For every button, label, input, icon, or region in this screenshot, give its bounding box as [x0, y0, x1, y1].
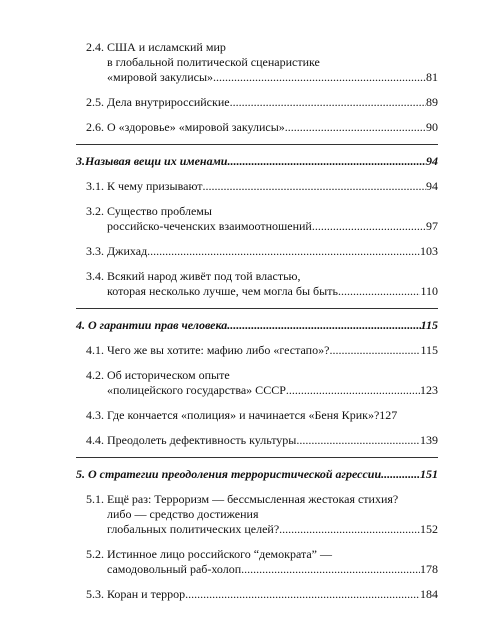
dot-leader: [279, 522, 420, 537]
toc-section: [86, 408, 438, 423]
toc-entry-title: «полицейского государства» СССР: [107, 383, 286, 397]
toc-section-number: 4.2.: [86, 368, 104, 382]
toc-entry-line: [76, 467, 438, 482]
toc-section: [86, 244, 438, 259]
toc-entry-title: Коран и террор: [107, 587, 186, 601]
toc-section: [86, 368, 438, 398]
toc-section: [86, 120, 438, 135]
toc-section: [86, 95, 438, 110]
toc-page-number: 184: [420, 587, 438, 601]
toc-entry-line: [107, 522, 438, 537]
toc-entry-title: Дела внутрироссийские: [107, 95, 230, 109]
toc-section-number: 5.2.: [86, 547, 104, 561]
toc-entry-title: Где кончается «полиция» и начинается «Беня Крик»?: [107, 408, 380, 422]
toc-page-number: 123: [420, 383, 438, 397]
toc-entry-title: 5. О стратегии преодоления террористической агрессии: [76, 467, 382, 481]
toc-entry-title: 4. О гарантии прав человека: [76, 318, 228, 332]
toc-section: [86, 547, 438, 577]
toc-section-number: 2.5.: [86, 95, 104, 109]
toc-entry-title: самодовольный раб-холоп: [107, 562, 242, 576]
toc-entry-title: Чего же вы хотите: мафию либо «гестапо»?: [107, 343, 330, 357]
toc-section: [86, 433, 438, 448]
toc-entry-title: Об историческом опыте: [107, 368, 230, 382]
toc-chapter: [76, 467, 438, 482]
toc-chapter: [76, 318, 438, 333]
toc-section-number: 5.3.: [86, 587, 104, 601]
toc-entry-line: [107, 343, 438, 358]
dot-leader: [241, 562, 420, 577]
toc-entry-title: 3.Называя вещи их именами: [76, 154, 228, 168]
toc-page-number: 89: [426, 95, 438, 109]
dot-leader: [338, 284, 421, 299]
toc-section: [86, 587, 438, 602]
toc-entry-line: [107, 70, 438, 85]
toc-chapter: [76, 154, 438, 169]
dot-leader: [286, 383, 420, 398]
dot-leader: [230, 95, 426, 110]
toc-page-number: 115: [420, 343, 438, 357]
toc-section-number: 3.1.: [86, 179, 104, 193]
toc-entry-line: [76, 154, 438, 169]
toc-entry-title: российско-чеченских взаимоотношений: [107, 219, 312, 233]
toc-section: [86, 40, 438, 85]
toc-entry-title: К чему призывают: [107, 179, 203, 193]
toc-entry-line: [107, 408, 438, 423]
toc-section-number: 5.1.: [86, 492, 104, 506]
toc-section: [86, 204, 438, 234]
dot-leader: [185, 587, 420, 602]
toc-entry-title: Существо проблемы: [107, 204, 212, 218]
toc-section-number: 4.3.: [86, 408, 104, 422]
toc-entry-line: [107, 433, 438, 448]
dot-leader: [203, 179, 427, 194]
toc-page-number: 103: [420, 244, 438, 258]
toc-page-number: 127: [379, 408, 398, 422]
toc-section-number: 3.4.: [86, 269, 104, 283]
dot-leader: [312, 219, 426, 234]
toc-entry-line: [107, 284, 438, 299]
toc-page-number: 90: [426, 120, 438, 134]
toc-page-number: 178: [420, 562, 438, 576]
toc-entry-line: [107, 383, 438, 398]
toc-section: [86, 269, 438, 299]
dot-leader: [213, 70, 426, 85]
toc-page-number: 94: [426, 154, 438, 168]
toc-entry-title: О «здоровье» «мировой закулисы»: [107, 120, 285, 134]
toc-entry-line: [107, 179, 438, 194]
toc-page-number: 94: [426, 179, 438, 193]
toc-section-number: 3.2.: [86, 204, 104, 218]
toc-section: [86, 343, 438, 358]
toc-page-number: 97: [426, 219, 438, 233]
toc-section-number: 3.3.: [86, 244, 104, 258]
toc-section-number: 2.6.: [86, 120, 104, 134]
toc-entry-line: [107, 219, 438, 234]
dot-leader: [381, 467, 420, 482]
toc-entry-line: [107, 95, 438, 110]
section-divider: [76, 144, 438, 145]
toc-section: [86, 179, 438, 194]
toc-entry-line: [107, 562, 438, 577]
dot-leader: [147, 244, 420, 259]
toc-entry-line: [107, 244, 438, 259]
toc-entry-title: США и исламский мир: [107, 40, 226, 54]
toc-entry-title: в глобальной политической сценаристике: [107, 55, 320, 69]
toc-page-number: 115: [420, 318, 438, 332]
toc-entry-title: «мировой закулисы»: [107, 70, 214, 84]
toc-page-number: 139: [420, 433, 438, 447]
toc-entry-title: либо — средство достижения: [107, 507, 259, 521]
toc-section: [86, 492, 438, 537]
toc-entry-title: Преодолеть дефективность культуры: [107, 433, 297, 447]
toc-entry-line: [76, 318, 438, 333]
toc-section-number: 4.1.: [86, 343, 104, 357]
toc-section-number: 4.4.: [86, 433, 104, 447]
toc-entry-title: которая несколько лучше, чем могла бы быть: [107, 284, 338, 298]
toc-entry-title: Джихад: [107, 244, 148, 258]
section-divider: [76, 457, 438, 458]
dot-leader: [329, 343, 420, 358]
toc-page-number: 151: [420, 467, 438, 481]
toc-entry-title: Ещё раз: Терроризм — бессмысленная жестокая стихия?: [107, 492, 399, 506]
toc-page-number: 81: [426, 70, 438, 84]
toc-entry-title: Истинное лицо российского “демократа” —: [107, 547, 333, 561]
dot-leader: [285, 120, 426, 135]
toc-entry-title: глобальных политических целей?: [107, 522, 280, 536]
dot-leader: [296, 433, 420, 448]
toc-entry-line: [107, 587, 438, 602]
toc-entry-line: [107, 120, 438, 135]
toc-entry-title: Всякий народ живёт под той властью,: [107, 269, 301, 283]
dot-leader: [227, 154, 426, 169]
section-divider: [76, 308, 438, 309]
table-of-contents: [76, 40, 438, 602]
dot-leader: [227, 318, 420, 333]
toc-page-number: 152: [420, 522, 438, 536]
toc-page-number: 110: [420, 284, 438, 298]
toc-section-number: 2.4.: [86, 40, 104, 54]
